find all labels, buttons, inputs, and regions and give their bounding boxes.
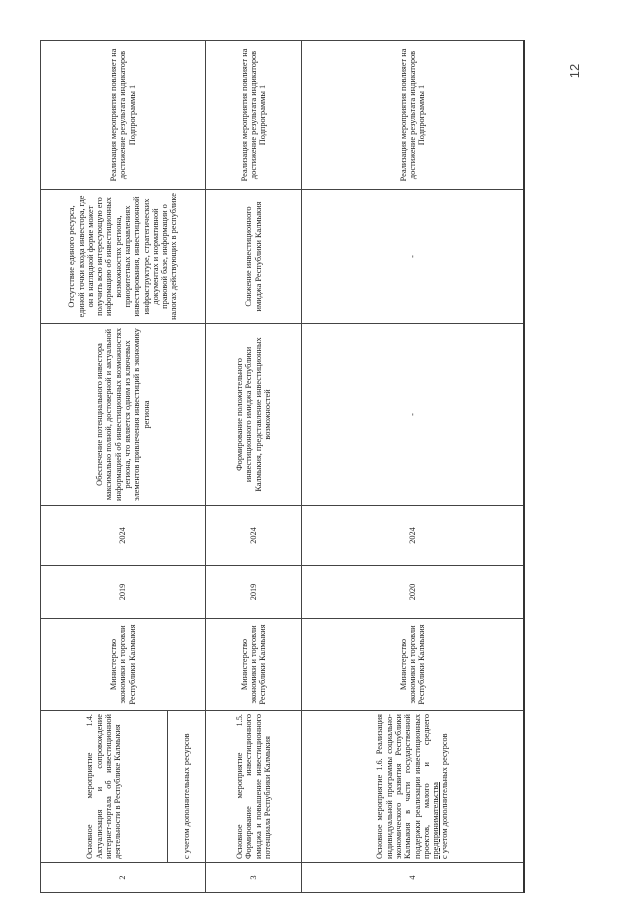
- consequence-cell: -: [302, 190, 525, 324]
- page-number: 12: [567, 63, 582, 79]
- start-year-cell: 2019: [206, 566, 302, 619]
- event-cell: [302, 711, 525, 863]
- event-cell: Основное мероприятие 1.5. Формирование инвестиционного имиджа и повышение инвестиционного потенциала Республики Калмыкия: [206, 711, 302, 863]
- row-number: 2: [41, 863, 206, 893]
- event-cell: Основное мероприятие 1.4. Актуализация и сопровождение интернет-портала об инвестиционной деятельности в Республике Калмыкия: [41, 711, 168, 863]
- end-year-cell: 2024: [41, 506, 206, 566]
- result-cell: Формирование положительного инвестиционного имиджа Республики Калмыкия, представление инвестиционных возможностей: [206, 324, 302, 506]
- executor-cell: Министерство экономики и торговли Республики Калмыкия: [206, 619, 302, 711]
- indicator-link-cell: Реализация мероприятия повлияет на достижение результата индикаторов Подпрограммы 1: [41, 41, 206, 190]
- start-year-cell: 2020: [302, 566, 525, 619]
- event-text-underlined: предпринимательства: [431, 782, 441, 859]
- measures-table: [40, 40, 525, 893]
- table-row: [206, 41, 302, 893]
- event-text: Основное мероприятие 1.6. Реализация индивидуальной программы социально-экономического развития Республики Калмыкия в части государственной поддержки реализации инвестиционных проектов, малого и среднего: [375, 714, 431, 859]
- result-cell: -: [302, 324, 525, 506]
- table-row: [41, 41, 168, 893]
- executor-cell: Министерство экономики и торговли Республики Калмыкия: [302, 619, 525, 711]
- resource-note-cell: с учетом дополнительных ресурсов: [168, 711, 206, 863]
- resource-note: с учетом дополнительных ресурсов: [440, 733, 450, 859]
- start-year-cell: 2019: [41, 566, 206, 619]
- indicator-link-cell: Реализация мероприятия повлияет на достижение результата индикаторов Подпрограммы 1: [302, 41, 525, 190]
- row-number: 4: [302, 863, 525, 893]
- indicator-link-cell: Реализация мероприятия повлияет на достижение результата индикаторов Подпрограммы 1: [206, 41, 302, 190]
- table-row: [302, 41, 525, 893]
- rotated-table-wrapper: [40, 41, 525, 893]
- executor-cell: Министерство экономики и торговли Республики Калмыкия: [41, 619, 206, 711]
- consequence-cell: Отсутствие единого ресурса, единой точки входа инвестора, где он в наглядной форме может получить всю интересующую его информацию об инвестиционных возможностях региона, приоритетных направлениях инвестирования, инвестиционной инфраструктуре, стратегических документах и нормативной правовой базе, информации о налогах действующих в республике: [41, 190, 206, 324]
- row-number: 3: [206, 863, 302, 893]
- result-cell: Обеспечение потенциального инвестора максимально полной, достоверной и актуальной информацией об инвестиционных возможностях региона, что является одним из ключевых элементов привлечения инвестиций в экономику региона: [41, 324, 206, 506]
- consequence-cell: Снижение инвестиционного имиджа Республики Калмыкия: [206, 190, 302, 324]
- end-year-cell: 2024: [206, 506, 302, 566]
- end-year-cell: 2024: [302, 506, 525, 566]
